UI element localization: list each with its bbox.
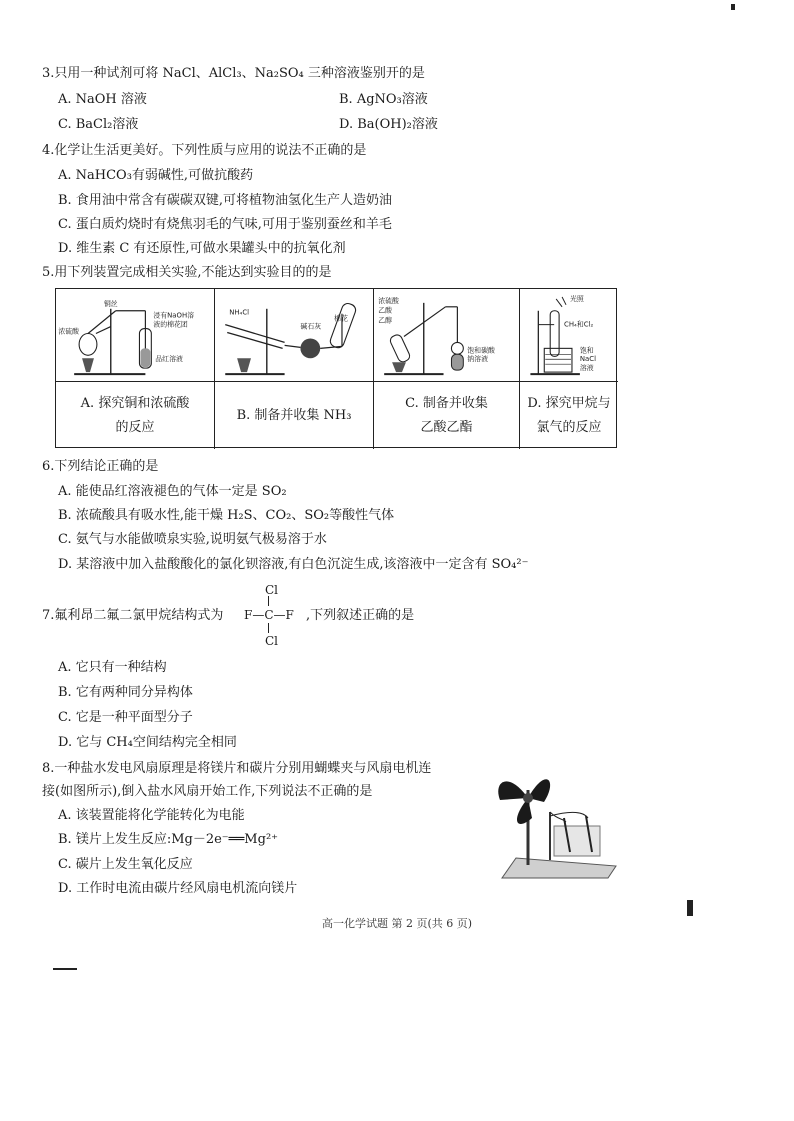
label-c-acetic-acid: 乙酸	[378, 306, 393, 315]
methane-chlorine-apparatus-icon	[520, 289, 618, 381]
question-8-option-b: B. 镁片上发生反应:Mg－2e⁻══Mg²⁺	[58, 832, 279, 847]
apparatus-b-figure	[215, 289, 374, 382]
question-3-stem: 3.只用一种试剂可将 NaCl、AlCl₃、Na₂SO₄ 三种溶液鉴别开的是	[42, 66, 425, 81]
label-copper-wire: 铜丝	[103, 299, 118, 308]
copper-acid-apparatus-icon	[56, 289, 214, 381]
apparatus-d-caption: D. 探究甲烷与 氯气的反应	[527, 395, 611, 435]
question-7-option-a: A. 它只有一种结构	[58, 660, 167, 675]
scan-speck	[687, 900, 693, 916]
label-naoh-cotton: 浸有NaOH溶	[153, 311, 195, 320]
ester-apparatus-icon	[374, 289, 519, 381]
question-7-option-c: C. 它是一种平面型分子	[58, 710, 193, 725]
page-footer: 高一化学试题 第 2 页(共 6 页)	[321, 917, 473, 930]
question-4-stem: 4.化学让生活更美好。下列性质与应用的说法不正确的是	[42, 143, 367, 158]
question-7-option-d: D. 它与 CH₄空间结构完全相同	[58, 735, 237, 750]
label-solution: 溶液	[579, 364, 594, 373]
label-c-conc-sulfuric: 浓硫酸	[378, 296, 399, 305]
question-4-option-d: D. 维生素 C 有还原性,可做水果罐头中的抗氧化剂	[58, 241, 346, 256]
question-3-option-a: A. NaOH 溶液	[58, 92, 147, 107]
apparatus-b-caption: B. 制备并收集 NH₃	[215, 382, 374, 449]
label-magenta-solution: 品红溶液	[155, 355, 183, 364]
question-4-option-b: B. 食用油中常含有碳碳双键,可将植物油氢化生产人造奶油	[58, 193, 392, 208]
apparatus-a-caption: A. 探究铜和浓硫酸 的反应	[56, 382, 215, 449]
apparatus-c-figure	[374, 289, 520, 382]
label-naoh-cotton-2: 液的棉花团	[153, 320, 188, 329]
apparatus-d-figure	[520, 289, 618, 382]
scan-dash-mark	[53, 968, 77, 970]
question-5-stem: 5.用下列装置完成相关实验,不能达到实验目的的是	[42, 265, 332, 280]
question-8-option-c: C. 碳片上发生氧化反应	[58, 857, 193, 872]
structure-middle: F—C—F	[244, 608, 294, 622]
label-saturated: 饱和	[579, 346, 594, 355]
structure-cl-bottom: Cl	[265, 634, 279, 648]
apparatus-table	[55, 288, 617, 448]
label-soda-lime: 碱石灰	[300, 322, 322, 331]
question-7-stem-post: ,下列叙述正确的是	[306, 608, 415, 623]
structure-cl-top: Cl	[265, 583, 279, 597]
ammonia-apparatus-icon	[215, 289, 373, 381]
label-c-na2co3: 饱和碳酸	[467, 346, 495, 355]
question-6-stem: 6.下列结论正确的是	[42, 459, 159, 474]
label-ch4-cl2: CH₄和Cl₂	[564, 320, 594, 329]
question-7-option-b: B. 它有两种同分异构体	[58, 685, 193, 700]
question-6-option-d: D. 某溶液中加入盐酸酸化的氯化钡溶液,有白色沉淀生成,该溶液中一定含有 SO₄²⁻	[58, 557, 529, 572]
label-conc-sulfuric: 浓硫酸	[58, 327, 80, 336]
structure-bond-top	[268, 596, 269, 606]
question-6-option-c: C. 氨气与水能做喷泉实验,说明氨气极易溶于水	[58, 532, 327, 547]
question-3-option-c: C. BaCl₂溶液	[58, 117, 139, 132]
question-3-option-d: D. Ba(OH)₂溶液	[339, 117, 438, 132]
question-8-stem-line2: 接(如图所示),倒入盐水风扇开始工作,下列说法不正确的是	[42, 784, 373, 799]
label-nacl: NaCl	[579, 355, 597, 364]
label-nh4cl: NH₄Cl	[229, 308, 250, 317]
apparatus-a-figure	[56, 289, 215, 382]
apparatus-c-caption: C. 制备并收集 乙酸乙酯	[374, 382, 520, 449]
scan-speck	[731, 4, 735, 10]
label-light: 光照	[569, 294, 584, 303]
question-4-option-c: C. 蛋白质灼烧时有烧焦羽毛的气味,可用于鉴别蚕丝和羊毛	[58, 217, 392, 232]
question-8-option-a: A. 该装置能将化学能转化为电能	[58, 808, 245, 823]
question-7-stem-pre: 7.氟利昂二氟二氯甲烷结构式为	[42, 608, 224, 623]
structure-bond-bottom	[268, 623, 269, 633]
question-3-option-b: B. AgNO₃溶液	[339, 92, 428, 107]
question-8-stem-line1: 8.一种盐水发电风扇原理是将镁片和碳片分别用蝴蝶夹与风扇电机连	[42, 761, 432, 776]
label-cotton: 棉花	[334, 314, 348, 323]
label-c-na2co3-2: 钠溶液	[467, 355, 489, 364]
question-4-option-a: A. NaHCO₃有弱碱性,可做抗酸药	[58, 168, 254, 183]
question-8-option-d: D. 工作时电流由碳片经风扇电机流向镁片	[58, 881, 298, 896]
label-c-ethanol: 乙醇	[378, 316, 393, 325]
question-6-option-a: A. 能使品红溶液褪色的气体一定是 SO₂	[58, 484, 287, 499]
question-6-option-b: B. 浓硫酸具有吸水性,能干燥 H₂S、CO₂、SO₂等酸性气体	[58, 508, 395, 523]
salt-water-fan-photo-icon	[488, 760, 620, 886]
